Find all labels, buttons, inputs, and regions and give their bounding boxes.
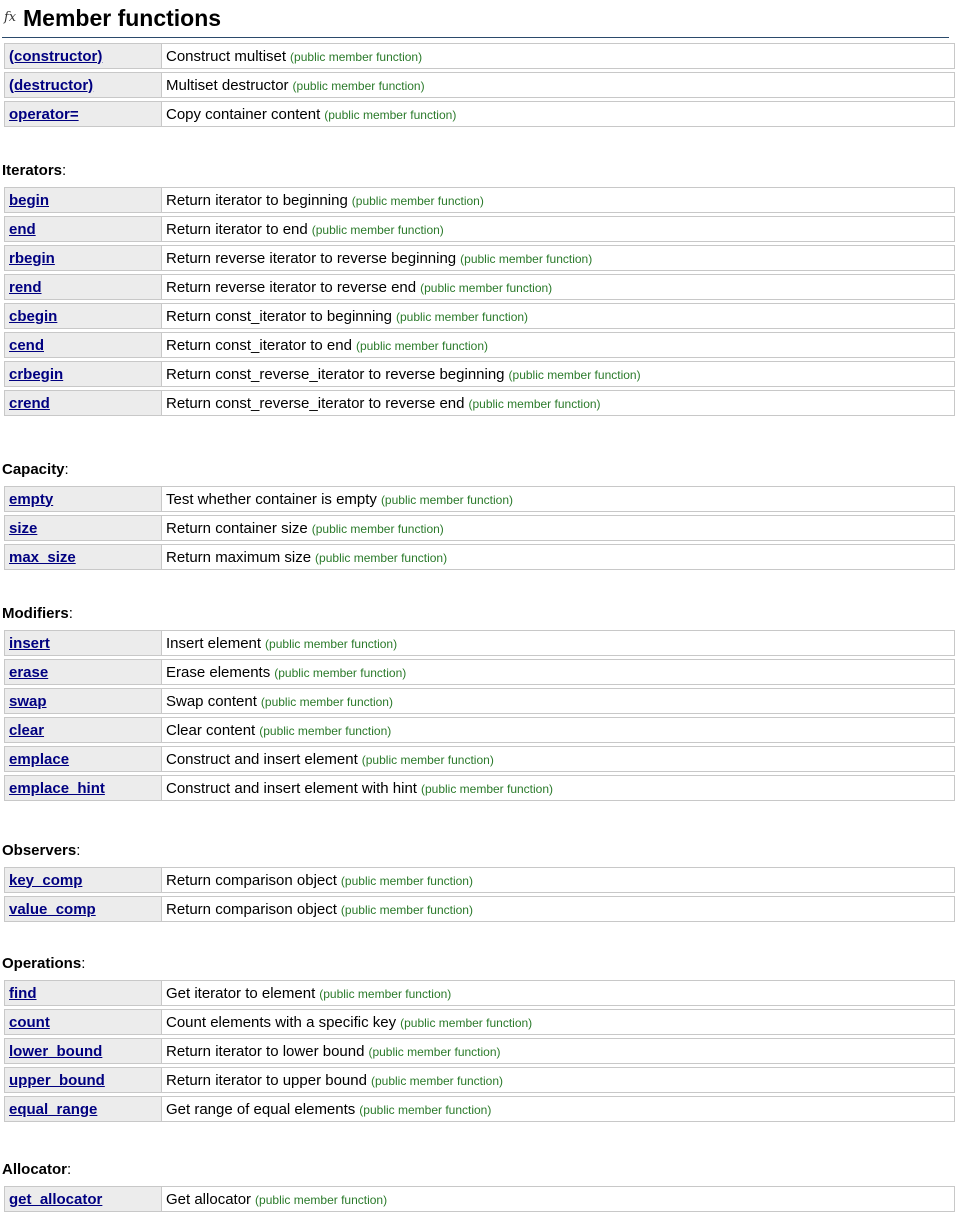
- member-link-begin[interactable]: begin: [9, 191, 49, 209]
- member-description: Return iterator to upper bound: [166, 1071, 367, 1089]
- member-name-cell: [4, 216, 161, 242]
- member-link-operator[interactable]: operator=: [9, 105, 79, 123]
- title-bar: [2, 0, 949, 38]
- member-row-empty: [4, 486, 955, 512]
- member-row-emplace-hint: [4, 775, 955, 801]
- member-name-cell: [4, 746, 161, 772]
- member-description: Get iterator to element: [166, 984, 316, 1002]
- member-description: Copy container content: [166, 105, 321, 123]
- member-row-clear: [4, 717, 955, 743]
- member-row-max-size: [4, 544, 955, 570]
- member-description: Insert element: [166, 634, 262, 652]
- member-link-find[interactable]: find: [9, 984, 37, 1002]
- member-kind-label: (public member function): [368, 1044, 501, 1059]
- members-table-operations: [4, 977, 955, 1125]
- member-row-swap: [4, 688, 955, 714]
- member-link-cbegin[interactable]: cbegin: [9, 307, 58, 325]
- member-description-cell: [161, 390, 955, 416]
- member-description-cell: [161, 980, 955, 1006]
- member-row-key-comp: [4, 867, 955, 893]
- page-title: Member functions: [23, 5, 222, 31]
- member-kind-label: (public member function): [292, 78, 425, 93]
- section-heading-operations: Operations:: [2, 955, 86, 972]
- member-description-cell: [161, 101, 955, 127]
- member-name-cell: [4, 688, 161, 714]
- member-kind-label: (public member function): [311, 222, 444, 237]
- member-description: Return const_iterator to end: [166, 336, 352, 354]
- member-description-cell: [161, 515, 955, 541]
- member-row-crend: [4, 390, 955, 416]
- member-row-value-comp: [4, 896, 955, 922]
- member-description: Return const_reverse_iterator to reverse end: [166, 394, 465, 412]
- member-row-lower-bound: [4, 1038, 955, 1064]
- member-description: Return iterator to lower bound: [166, 1042, 365, 1060]
- member-row-constructor: [4, 43, 955, 69]
- member-description: Construct and insert element with hint: [166, 779, 417, 797]
- member-row-size: [4, 515, 955, 541]
- member-kind-label: (public member function): [340, 902, 473, 917]
- member-kind-label: (public member function): [274, 665, 407, 680]
- member-name-cell: [4, 717, 161, 743]
- member-link-lower-bound[interactable]: lower_bound: [9, 1042, 103, 1060]
- member-name-cell: [4, 1009, 161, 1035]
- member-description: Construct multiset: [166, 47, 287, 65]
- member-description: Get range of equal elements: [166, 1100, 356, 1118]
- section-heading-iterators: Iterators:: [2, 162, 67, 179]
- member-kind-label: (public member function): [359, 1102, 492, 1117]
- member-link-crend[interactable]: crend: [9, 394, 50, 412]
- member-description: Return container size: [166, 519, 308, 537]
- member-description-cell: [161, 1009, 955, 1035]
- member-description-cell: [161, 1067, 955, 1093]
- member-link-constructor[interactable]: (constructor): [9, 47, 103, 65]
- member-name-cell: [4, 332, 161, 358]
- member-description: Construct and insert element: [166, 750, 358, 768]
- member-name-cell: [4, 630, 161, 656]
- member-row-get-allocator: [4, 1186, 955, 1212]
- member-link-insert[interactable]: insert: [9, 634, 50, 652]
- member-kind-label: (public member function): [351, 193, 484, 208]
- member-description: Swap content: [166, 692, 257, 710]
- member-description-cell: [161, 187, 955, 213]
- member-row-count: [4, 1009, 955, 1035]
- member-name-cell: [4, 187, 161, 213]
- section-heading-modifiers: Modifiers:: [2, 605, 73, 622]
- member-kind-label: (public member function): [355, 338, 489, 353]
- member-name-cell: [4, 980, 161, 1006]
- member-link-swap[interactable]: swap: [9, 692, 47, 710]
- members-table-capacity: [4, 483, 955, 573]
- member-name-cell: [4, 1067, 161, 1093]
- member-kind-label: (public member function): [255, 1192, 388, 1207]
- member-row-operator: [4, 101, 955, 127]
- member-description-cell: [161, 775, 955, 801]
- member-name-cell: [4, 1038, 161, 1064]
- member-link-value-comp[interactable]: value_comp: [9, 900, 96, 918]
- member-kind-label: (public member function): [324, 107, 457, 122]
- members-table-modifiers: [4, 627, 955, 804]
- member-name-cell: [4, 245, 161, 271]
- member-description-cell: [161, 746, 955, 772]
- member-name-cell: [4, 361, 161, 387]
- member-description: Return maximum size: [166, 548, 312, 566]
- member-link-key-comp[interactable]: key_comp: [9, 871, 83, 889]
- member-kind-label: (public member function): [420, 781, 554, 796]
- member-kind-label: (public member function): [395, 309, 529, 324]
- members-table-allocator: [4, 1183, 955, 1215]
- member-name-cell: [4, 1186, 161, 1212]
- member-kind-label: (public member function): [315, 550, 448, 565]
- member-kind-label: (public member function): [260, 694, 393, 709]
- member-name-cell: [4, 43, 161, 69]
- member-row-cbegin: [4, 303, 955, 329]
- member-description-cell: [161, 1038, 955, 1064]
- member-description-cell: [161, 245, 955, 271]
- member-name-cell: [4, 1096, 161, 1122]
- member-name-cell: [4, 659, 161, 685]
- member-description: Get allocator: [166, 1190, 252, 1208]
- member-kind-label: (public member function): [370, 1073, 504, 1088]
- member-row-crbegin: [4, 361, 955, 387]
- member-link-max-size[interactable]: max_size: [9, 548, 76, 566]
- member-kind-label: (public member function): [319, 986, 452, 1001]
- member-link-count[interactable]: count: [9, 1013, 50, 1031]
- member-name-cell: [4, 867, 161, 893]
- member-link-get-allocator[interactable]: get_allocator: [9, 1190, 103, 1208]
- member-link-crbegin[interactable]: crbegin: [9, 365, 64, 383]
- member-description-cell: [161, 361, 955, 387]
- member-description-cell: [161, 896, 955, 922]
- member-row-find: [4, 980, 955, 1006]
- member-link-size[interactable]: size: [9, 519, 38, 537]
- fx-icon: fx: [4, 10, 17, 25]
- member-description-cell: [161, 688, 955, 714]
- member-description-cell: [161, 303, 955, 329]
- members-table-observers: [4, 864, 955, 925]
- member-row-upper-bound: [4, 1067, 955, 1093]
- member-link-equal-range[interactable]: equal_range: [9, 1100, 98, 1118]
- member-description: Return const_reverse_iterator to reverse beginning: [166, 365, 505, 383]
- member-row-begin: [4, 187, 955, 213]
- member-description-cell: [161, 659, 955, 685]
- member-row-end: [4, 216, 955, 242]
- member-row-rend: [4, 274, 955, 300]
- member-name-cell: [4, 390, 161, 416]
- member-row-erase: [4, 659, 955, 685]
- member-kind-label: (public member function): [400, 1015, 533, 1030]
- section-heading-capacity: Capacity:: [2, 461, 69, 478]
- member-description-cell: [161, 717, 955, 743]
- member-kind-label: (public member function): [290, 49, 423, 64]
- member-kind-label: (public member function): [311, 521, 444, 536]
- member-link-erase[interactable]: erase: [9, 663, 49, 681]
- member-link-emplace-hint[interactable]: emplace_hint: [9, 779, 105, 797]
- member-row-insert: [4, 630, 955, 656]
- member-row-cend: [4, 332, 955, 358]
- member-name-cell: [4, 101, 161, 127]
- member-name-cell: [4, 486, 161, 512]
- member-description: Return const_iterator to beginning: [166, 307, 392, 325]
- member-description-cell: [161, 332, 955, 358]
- members-table-general: [4, 40, 955, 130]
- member-description-cell: [161, 544, 955, 570]
- member-name-cell: [4, 775, 161, 801]
- members-table-iterators: [4, 184, 955, 419]
- member-description-cell: [161, 1096, 955, 1122]
- member-link-emplace[interactable]: emplace: [9, 750, 70, 768]
- member-description: Count elements with a specific key: [166, 1013, 397, 1031]
- member-description: Return comparison object: [166, 871, 337, 889]
- member-row-destructor: [4, 72, 955, 98]
- member-description-cell: [161, 72, 955, 98]
- member-description: Erase elements: [166, 663, 271, 681]
- member-description-cell: [161, 43, 955, 69]
- member-description-cell: [161, 867, 955, 893]
- member-link-end[interactable]: end: [9, 220, 36, 238]
- member-kind-label: (public member function): [361, 752, 494, 767]
- member-description: Clear content: [166, 721, 256, 739]
- member-description: Multiset destructor: [166, 76, 289, 94]
- member-name-cell: [4, 544, 161, 570]
- member-description-cell: [161, 216, 955, 242]
- member-kind-label: (public member function): [380, 492, 513, 507]
- member-kind-label: (public member function): [508, 367, 641, 382]
- member-kind-label: (public member function): [460, 251, 593, 266]
- member-row-equal-range: [4, 1096, 955, 1122]
- member-kind-label: (public member function): [259, 723, 392, 738]
- member-link-upper-bound[interactable]: upper_bound: [9, 1071, 105, 1089]
- member-link-empty[interactable]: empty: [9, 490, 54, 508]
- member-name-cell: [4, 274, 161, 300]
- member-link-rend[interactable]: rend: [9, 278, 42, 296]
- member-kind-label: (public member function): [420, 280, 553, 295]
- member-link-clear[interactable]: clear: [9, 721, 45, 739]
- member-link-destructor[interactable]: (destructor): [9, 76, 94, 94]
- member-row-rbegin: [4, 245, 955, 271]
- member-description: Return iterator to beginning: [166, 191, 348, 209]
- section-heading-allocator: Allocator:: [2, 1161, 72, 1178]
- section-heading-observers: Observers:: [2, 842, 81, 859]
- member-description: Return iterator to end: [166, 220, 308, 238]
- member-row-emplace: [4, 746, 955, 772]
- member-description-cell: [161, 274, 955, 300]
- member-link-rbegin[interactable]: rbegin: [9, 249, 55, 267]
- member-name-cell: [4, 303, 161, 329]
- member-kind-label: (public member function): [468, 396, 601, 411]
- member-kind-label: (public member function): [340, 873, 473, 888]
- member-description: Return comparison object: [166, 900, 337, 918]
- member-description-cell: [161, 630, 955, 656]
- member-link-cend[interactable]: cend: [9, 336, 45, 354]
- member-name-cell: [4, 72, 161, 98]
- member-name-cell: [4, 515, 161, 541]
- member-description-cell: [161, 486, 955, 512]
- member-description: Test whether container is empty: [166, 490, 377, 508]
- member-description-cell: [161, 1186, 955, 1212]
- member-description: Return reverse iterator to reverse end: [166, 278, 417, 296]
- member-description: Return reverse iterator to reverse beginning: [166, 249, 457, 267]
- member-kind-label: (public member function): [265, 636, 398, 651]
- member-name-cell: [4, 896, 161, 922]
